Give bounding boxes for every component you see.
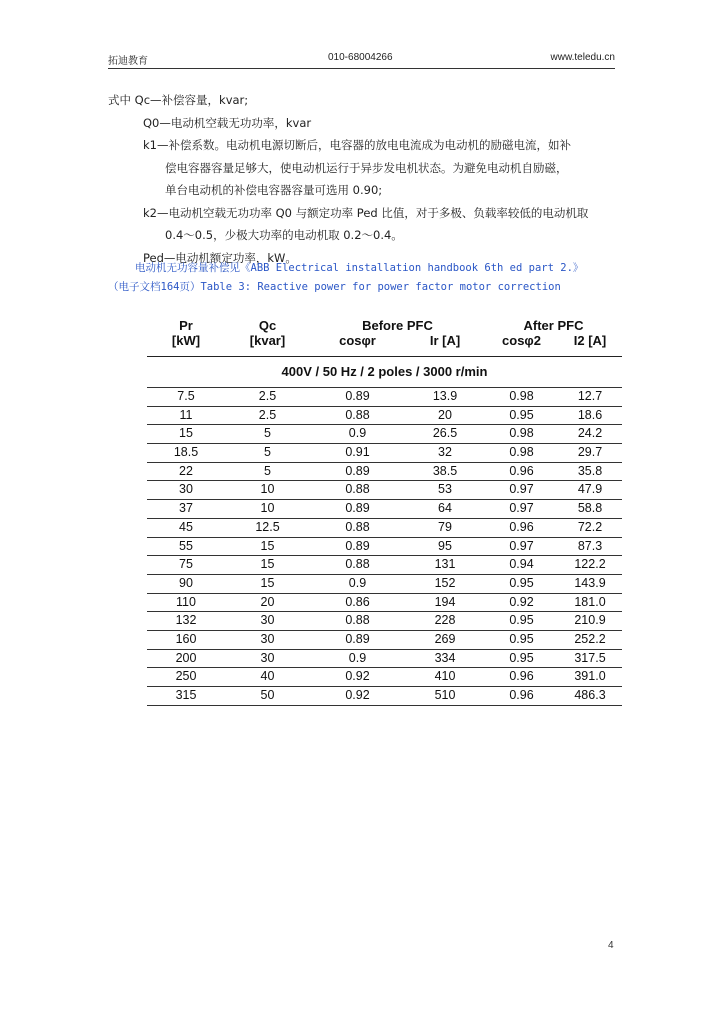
table-cell: 58.8 <box>577 501 603 516</box>
page-header <box>108 52 615 68</box>
header-i2: I2 [A] <box>573 333 607 348</box>
table-row <box>147 387 622 407</box>
table-cell: 15 <box>260 538 275 553</box>
table-cell: 0.88 <box>345 407 370 422</box>
table-cell: 0.98 <box>509 389 534 403</box>
formula-definitions <box>108 89 628 269</box>
table-cell: 72.2 <box>577 519 603 534</box>
pfc-table <box>147 318 622 706</box>
table-cell: 30 <box>179 482 193 497</box>
table-cell: 0.95 <box>509 575 534 590</box>
table-cell: 228 <box>434 613 456 628</box>
table-body <box>147 387 622 706</box>
table-cell: 26.5 <box>432 426 458 441</box>
table-row <box>147 556 622 575</box>
table-cell: 160 <box>175 631 197 646</box>
definition-qc: 式中 Qc—补偿容量，kvar; <box>108 93 249 107</box>
table-cell: 22 <box>179 463 193 478</box>
table-header <box>147 318 622 356</box>
header-divider <box>108 68 615 69</box>
table-cell: 0.88 <box>345 613 370 628</box>
table-cell: 20 <box>438 407 452 422</box>
table-cell: 0.95 <box>509 650 534 665</box>
table-cell: 0.89 <box>345 631 370 646</box>
table-cell: 0.95 <box>509 631 534 646</box>
table-cell: 0.96 <box>509 519 534 534</box>
table-cell: 2.5 <box>258 389 277 403</box>
table-row <box>147 650 622 669</box>
table-cell: 53 <box>438 482 452 497</box>
table-cell: 50 <box>260 688 275 702</box>
table-row <box>147 481 622 500</box>
table-cell: 30 <box>260 613 275 628</box>
table-cell: 75 <box>179 557 193 572</box>
reference-line-2: （电子文档164页）Table 3: Reactive power for power factor motor correction <box>108 281 561 293</box>
table-cell: 5 <box>264 445 271 460</box>
definition-k1-cont1: 偿电容器容量足够大，使电动机运行于异步发电机状态。为避免电动机自励磁， <box>165 160 568 175</box>
table-row <box>147 631 622 650</box>
table-cell: 315 <box>175 688 197 702</box>
table-cell: 0.92 <box>509 594 534 609</box>
table-cell: 37 <box>179 501 193 516</box>
table-cell: 30 <box>260 650 275 665</box>
definition-ped: Ped—电动机额定功率，kW。 <box>143 250 297 265</box>
table-cell: 15 <box>179 426 193 441</box>
header-qc: Qc [kvar] <box>249 318 286 348</box>
table-cell: 486.3 <box>574 688 606 702</box>
table-cell: 0.89 <box>345 463 370 478</box>
table-cell: 0.98 <box>509 445 534 460</box>
table-cell: 0.96 <box>509 688 534 702</box>
table-cell: 391.0 <box>574 669 606 684</box>
table-cell: 5 <box>264 463 271 478</box>
table-cell: 0.89 <box>345 501 370 516</box>
table-cell: 0.97 <box>509 538 534 553</box>
table-cell: 0.86 <box>345 594 370 609</box>
table-row <box>147 519 622 538</box>
table-cell: 210.9 <box>574 613 606 628</box>
table-cell: 0.91 <box>345 445 370 460</box>
header-phone: 010-68004266 <box>328 52 393 63</box>
table-cell: 0.98 <box>509 426 534 441</box>
table-cell: 0.97 <box>509 501 534 516</box>
table-cell: 317.5 <box>574 650 606 665</box>
definition-q0: Q0—电动机空载无功功率，kvar <box>143 115 312 130</box>
table-cell: 10 <box>260 482 275 497</box>
table-row <box>147 425 622 444</box>
table-cell: 0.88 <box>345 482 370 497</box>
table-cell: 45 <box>179 519 193 534</box>
definition-k2-cont: 0.4～0.5，少极大功率的电动机取 0.2～0.4。 <box>165 228 403 242</box>
table-cell: 18.6 <box>577 407 603 422</box>
table-cell: 87.3 <box>577 538 603 553</box>
table-cell: 10 <box>260 501 275 516</box>
header-website: www.teledu.cn <box>550 52 615 63</box>
table-cell: 18.5 <box>173 445 199 460</box>
table-cell: 29.7 <box>577 445 603 460</box>
page-number: 4 <box>608 940 614 951</box>
definition-k1: k1—补偿系数。电动机电源切断后，电容器的放电电流成为电动机的励磁电流，如补 <box>143 138 571 152</box>
table-cell: 0.92 <box>345 688 370 702</box>
table-cell: 0.9 <box>348 575 367 590</box>
table-row <box>147 575 622 594</box>
table-cell: 12.5 <box>255 519 280 534</box>
table-cell: 181.0 <box>574 594 606 609</box>
table-cell: 30 <box>260 631 275 646</box>
table-cell: 15 <box>260 575 275 590</box>
section-title: 400V / 50 Hz / 2 poles / 3000 r/min <box>281 364 488 379</box>
table-cell: 0.89 <box>345 538 370 553</box>
table-cell: 510 <box>434 688 456 702</box>
header-cos-r: cosφr <box>339 333 376 348</box>
table-cell: 0.88 <box>345 557 370 572</box>
table-row <box>147 407 622 426</box>
table-cell: 35.8 <box>577 463 603 478</box>
table-cell: 13.9 <box>432 389 458 403</box>
table-cell: 12.7 <box>577 389 603 403</box>
table-row <box>147 668 622 687</box>
table-cell: 47.9 <box>577 482 603 497</box>
table-row <box>147 594 622 613</box>
table-cell: 200 <box>175 650 197 665</box>
table-cell: 152 <box>434 575 456 590</box>
table-cell: 0.9 <box>348 650 367 665</box>
header-company: 拓迪教育 <box>108 56 148 67</box>
table-row <box>147 612 622 631</box>
table-cell: 334 <box>434 650 456 665</box>
header-before-pfc: Before PFC <box>362 318 433 333</box>
table-row <box>147 500 622 519</box>
table-cell: 7.5 <box>177 389 195 403</box>
table-cell: 0.88 <box>345 519 370 534</box>
table-cell: 250 <box>175 669 197 684</box>
table-cell: 269 <box>434 631 456 646</box>
table-cell: 0.94 <box>509 557 534 572</box>
table-row <box>147 538 622 557</box>
table-cell: 38.5 <box>432 463 458 478</box>
table-cell: 131 <box>434 557 456 572</box>
header-ir: Ir [A] <box>429 333 461 348</box>
table-cell: 0.92 <box>345 669 370 684</box>
table-cell: 252.2 <box>574 631 606 646</box>
table-cell: 0.96 <box>509 669 534 684</box>
definition-k1-cont2: 单台电动机的补偿电容器容量可选用 0.90; <box>165 183 383 197</box>
table-cell: 32 <box>438 445 452 460</box>
table-cell: 11 <box>179 407 193 422</box>
table-cell: 0.95 <box>509 407 534 422</box>
reference-note <box>108 259 628 297</box>
reference-line-1: 电动机无功容量补偿见《ABB Electrical installation handbook 6th ed part 2.》 <box>135 262 584 274</box>
header-cos-2: cosφ2 <box>502 333 541 348</box>
table-cell: 20 <box>260 594 275 609</box>
table-cell: 122.2 <box>574 557 606 572</box>
table-row <box>147 463 622 482</box>
table-cell: 2.5 <box>258 407 277 422</box>
table-cell: 132 <box>175 613 197 628</box>
table-cell: 0.96 <box>509 463 534 478</box>
table-cell: 90 <box>179 575 193 590</box>
header-pr: Pr [kW] <box>171 318 201 348</box>
table-cell: 0.97 <box>509 482 534 497</box>
table-cell: 194 <box>434 594 456 609</box>
table-cell: 15 <box>260 557 275 572</box>
table-cell: 64 <box>438 501 452 516</box>
table-cell: 143.9 <box>574 575 606 590</box>
table-cell: 55 <box>179 538 193 553</box>
definition-k2: k2—电动机空载无功功率 Q0 与额定功率 Ped 比值，对于多极、负载率较低的电动机取 <box>143 205 589 220</box>
table-cell: 5 <box>264 426 271 441</box>
table-cell: 410 <box>434 669 456 684</box>
table-cell: 110 <box>176 594 196 609</box>
table-row <box>147 444 622 463</box>
table-cell: 40 <box>260 669 275 684</box>
table-cell: 24.2 <box>577 426 603 441</box>
table-row <box>147 687 622 706</box>
table-cell: 95 <box>438 538 452 553</box>
table-cell: 0.9 <box>348 426 367 441</box>
table-cell: 0.89 <box>345 389 370 403</box>
header-after-pfc: After PFC <box>523 318 584 333</box>
table-cell: 0.95 <box>509 613 534 628</box>
table-cell: 79 <box>438 519 452 534</box>
